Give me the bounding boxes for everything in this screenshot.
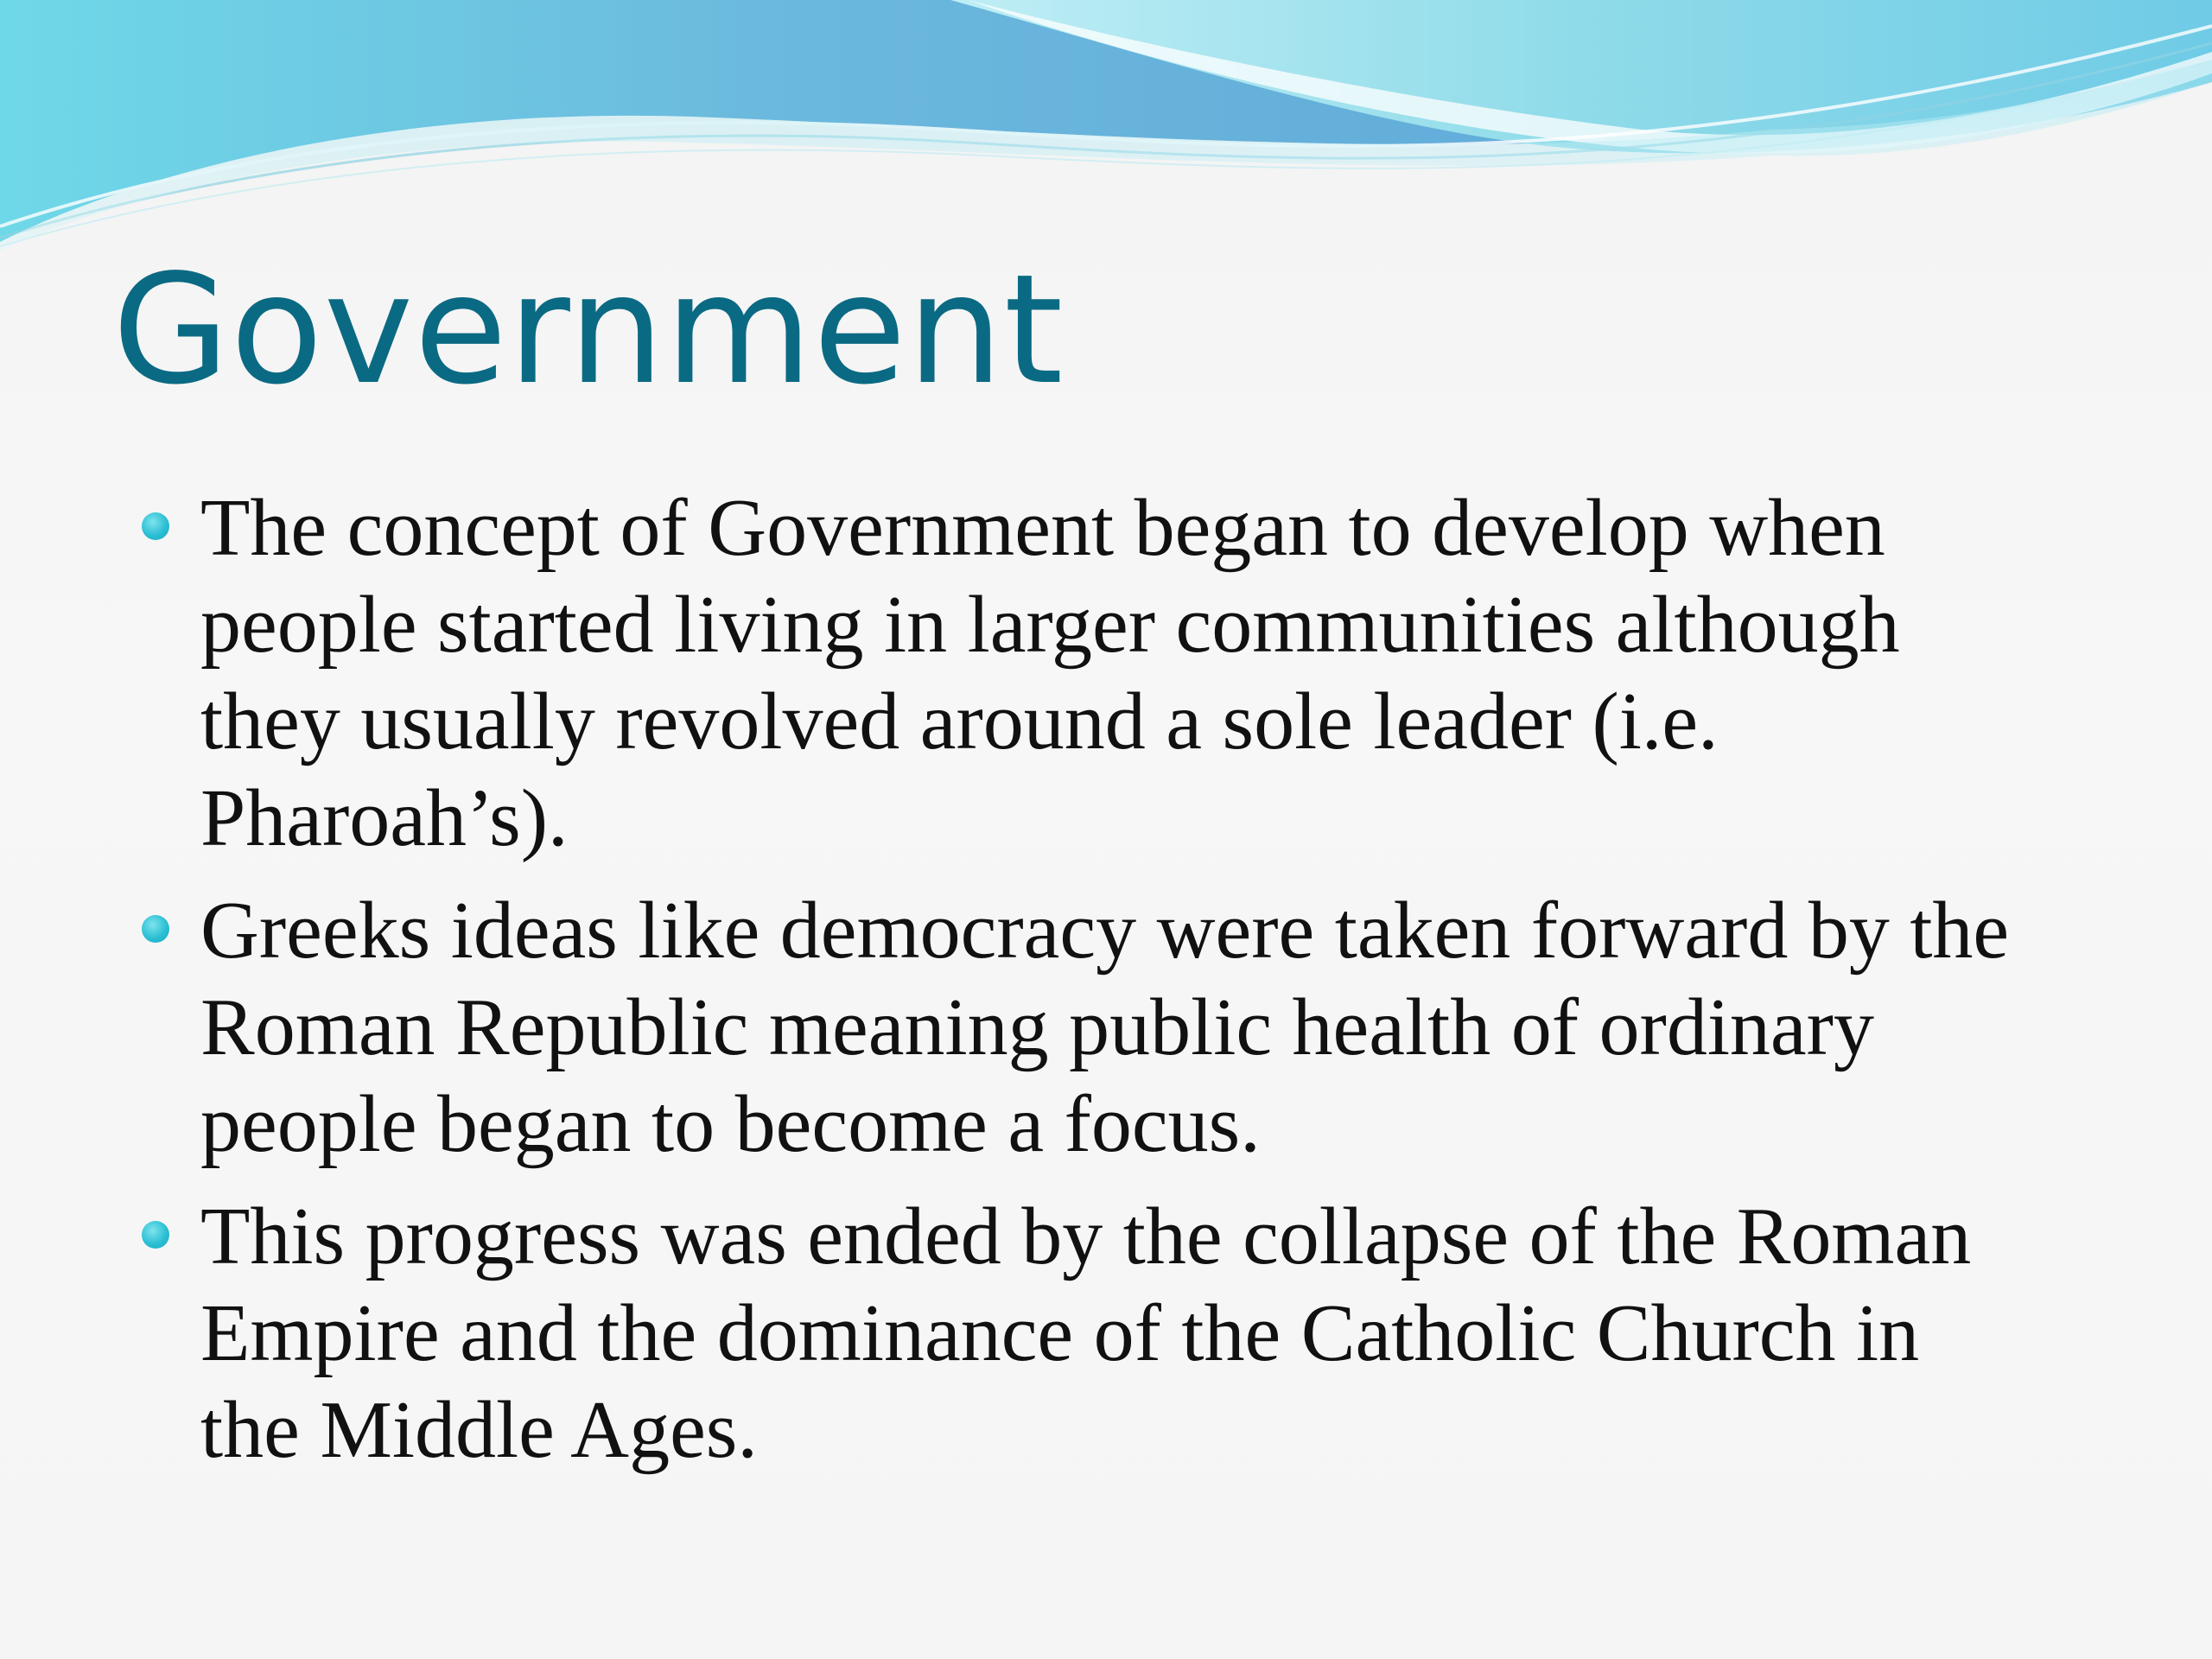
bullet-item [200, 882, 2127, 1173]
bullet-line: Roman Republic meaning public health of ordinary [200, 982, 1874, 1072]
bullet-line: they usually revolved around a sole leader (i.e. [200, 677, 1719, 766]
bullet-line: Pharoah’s). [200, 773, 569, 863]
bullet-line: The concept of Government began to develop when [200, 483, 1885, 573]
bullet-line: This progress was ended by the collapse of the Roman [200, 1192, 1972, 1281]
bullet-line: people started living in larger communities although [200, 580, 1900, 670]
bullet-item [200, 480, 2127, 867]
slide-title: Government [112, 243, 1065, 418]
bullet-line: Empire and the dominance of the Catholic Church in [200, 1288, 1920, 1378]
bullet-line: Greeks ideas like democracy were taken forward by the [200, 886, 2010, 976]
bullet-line: the Middle Ages. [200, 1385, 758, 1475]
bullet-line: people began to become a focus. [200, 1079, 1261, 1169]
bullet-item [200, 1188, 2127, 1478]
circle-bullet-icon [142, 1221, 169, 1249]
circle-bullet-icon [142, 512, 169, 540]
bullet-list [200, 480, 2127, 1494]
wave-header-decoration [0, 0, 2212, 259]
circle-bullet-icon [142, 915, 169, 943]
